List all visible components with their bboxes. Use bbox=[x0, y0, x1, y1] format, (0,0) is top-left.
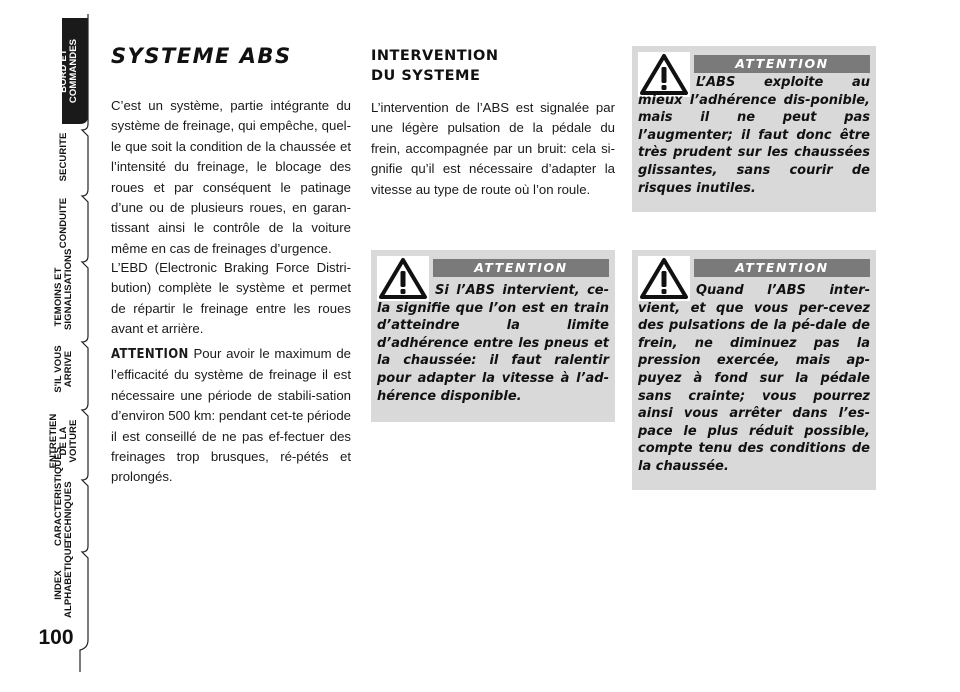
tab-label: TEMOINS ET SIGNALISATIONS bbox=[53, 248, 74, 330]
abs-description: C’est un système, partie intégrante du système de freinage, qui empêche, quel-le que soit la condition de la chaussée et l’intensité du freinage, le blocage des roues et par conséquent le patinage d’une ou de plusieurs roues, en garan-tissant ainsi le contrôle de la voiture même en cas de freinages d’urgence. bbox=[111, 98, 351, 256]
tab-label: ENTRETIEN DE LA VOITURE bbox=[48, 413, 79, 469]
ebd-description: L’EBD (Electronic Braking Force Distri-bution) complète le système et permet de répartir le freinage entre les roues avant et arrière. bbox=[111, 260, 351, 337]
warning-text: Si l’ABS intervient, ce-la signifie que l’on est en train d’atteindre la limite d’adhérence entre les pneus et la chaussée: il faut ralentir pour adapter la vitesse à l’ad-hérence disponible. bbox=[377, 283, 609, 404]
tab-label: S'IL VOUS ARRIVE bbox=[53, 345, 74, 393]
attention-paragraph bbox=[111, 344, 351, 488]
tab-label: CONDUITE bbox=[58, 197, 69, 249]
warning-box-2 bbox=[371, 250, 615, 422]
title-line-2: DU SYSTEME bbox=[371, 68, 481, 84]
warning-header: ATTENTION bbox=[694, 55, 870, 73]
warning-box-1 bbox=[632, 46, 876, 212]
tab-label: SECURITE bbox=[58, 132, 69, 182]
tab-entretien[interactable] bbox=[18, 408, 110, 474]
tab-temoins[interactable] bbox=[18, 248, 110, 330]
tab-label: INDEX ALPHABETIQUE bbox=[53, 541, 74, 618]
section-title-abs: SYSTEME ABS bbox=[111, 44, 292, 68]
attention-text: Pour avoir le maximum de l’efficacité du système de freinage il est nécessaire une période de stabili-sation d’environ 500 km: pendant cet-te période il est conseillé de ne pas ef-fectuer des freinages trop brusques, ré-pétés et prolongés. bbox=[111, 346, 351, 485]
tab-caracteristiques[interactable] bbox=[18, 446, 110, 546]
tab-sil-vous-arrive[interactable] bbox=[18, 336, 110, 402]
warning-text: L’ABS exploite au mieux l’adhérence dis-ponible, mais il ne peut pas l’augmenter; il faut donc être très prudent sur les chaussées glissantes, sans courir de risques inutiles. bbox=[638, 75, 870, 196]
tab-index[interactable] bbox=[18, 541, 110, 618]
tab-label: PLANCHE DE BORD ET COMMANDES bbox=[48, 38, 79, 104]
tab-conduite[interactable] bbox=[18, 190, 110, 256]
page-number: 100 bbox=[38, 626, 74, 649]
section-title-intervention bbox=[371, 46, 611, 86]
attention-lead: ATTENTION bbox=[111, 347, 189, 362]
chapter-tabs bbox=[0, 0, 100, 692]
intervention-description: L’intervention de l’ABS est signalée par une légère pulsation de la pédale du frein, accompagnée par un bruit: cela si-gnifie qu’il est nécessaire d’adapter la vitesse au type de route où l’on roule. bbox=[371, 100, 615, 197]
warning-box-3 bbox=[632, 250, 876, 490]
title-line-1: INTERVENTION bbox=[371, 48, 499, 64]
warning-text: Quand l’ABS inter-vient, et que vous per-cevez des pulsations de la pé-dale de frein, ne diminuez pas la pression exercée, mais ap-puyez à fond sur la pédale sans crainte; vous pourrez ainsi vous arrêter dans l’es-pace le plus réduit possible, compte tenu des conditions de la chaussée. bbox=[638, 283, 870, 474]
warning-header: ATTENTION bbox=[433, 259, 609, 277]
tab-securite[interactable] bbox=[18, 124, 110, 190]
tab-label: CARACTERISTIQUES TECHNIQUES bbox=[53, 446, 74, 546]
warning-header: ATTENTION bbox=[694, 259, 870, 277]
tab-planche-de-bord[interactable] bbox=[18, 38, 110, 104]
